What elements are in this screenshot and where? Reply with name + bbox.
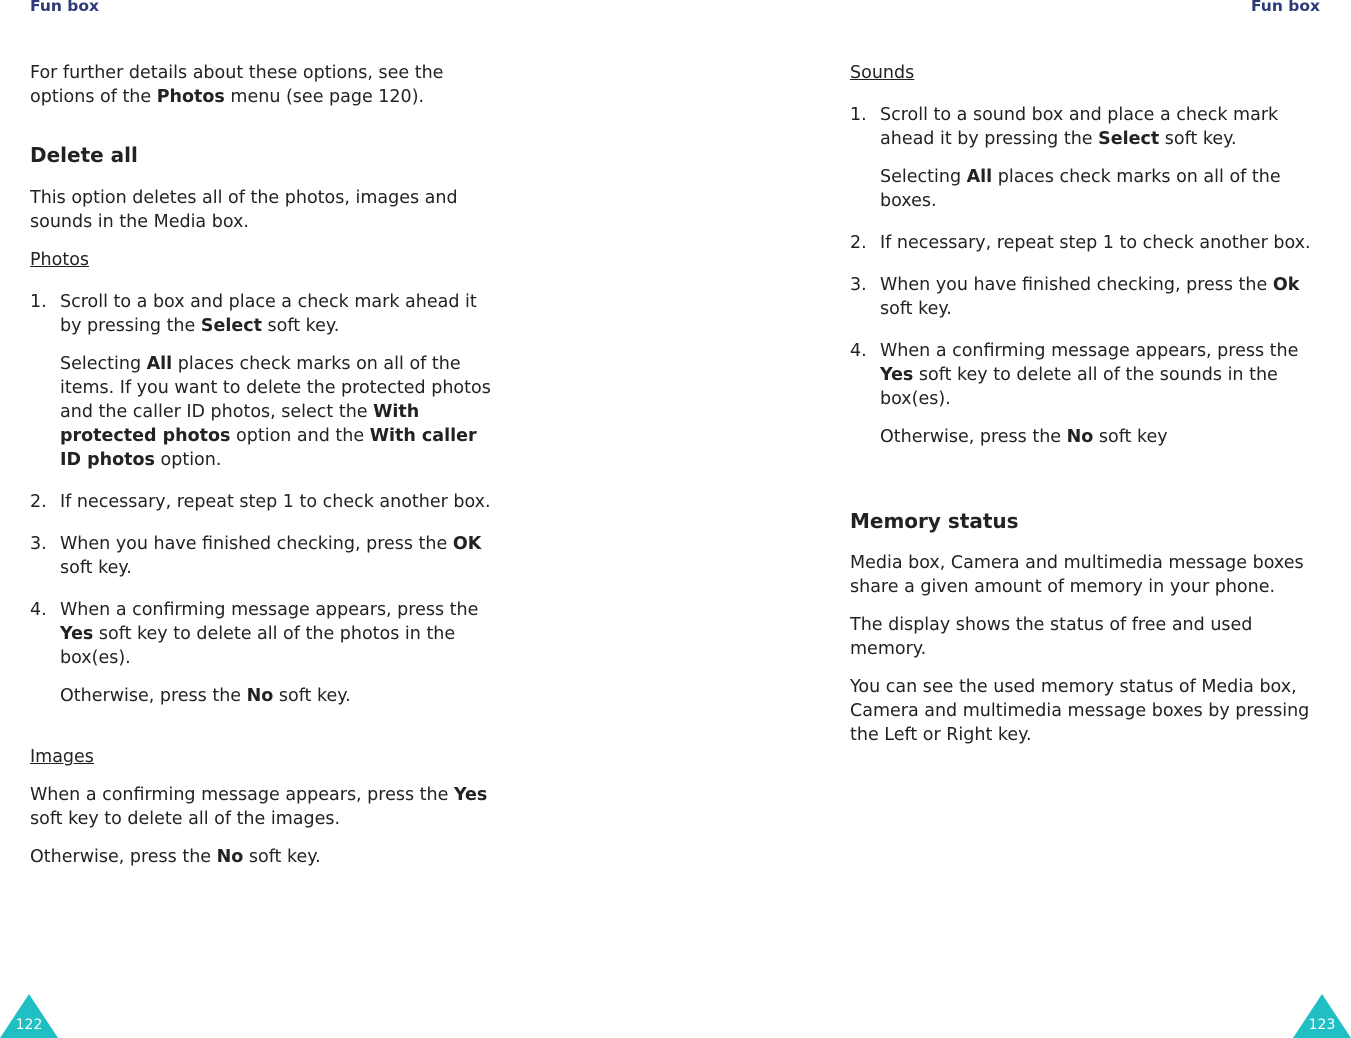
- text-run: soft key.: [880, 299, 952, 319]
- step-text: [880, 165, 1320, 213]
- text-run: When a confirming message appears, press the: [30, 785, 454, 805]
- text-run: places check marks on all of the items. If you want to delete the protected photos and the caller ID photos, select the: [60, 354, 491, 422]
- text-run: Scroll to a box and place a check mark ahead it by pressing the: [60, 292, 477, 336]
- sounds-subheading: Sounds: [850, 63, 915, 83]
- list-item: [850, 165, 1320, 213]
- list-item: [30, 532, 496, 580]
- text-run: Otherwise, press the: [880, 427, 1067, 447]
- photos-steps: [30, 290, 496, 708]
- text-run: When a confirming message appears, press the: [60, 600, 479, 620]
- text-run: soft key to delete all of the sounds in the box(es).: [880, 365, 1278, 409]
- bold-term: Yes: [453, 785, 488, 805]
- images-subheading: Images: [30, 747, 94, 767]
- text-run: soft key to delete all of the images.: [30, 809, 341, 829]
- bold-term: With caller ID photos: [60, 426, 477, 470]
- list-item: [850, 339, 1320, 411]
- bold-term: No: [1066, 427, 1094, 447]
- text-run: Scroll to a sound box and place a check mark ahead it by pressing the: [880, 105, 1279, 149]
- page-number-right: 123: [1308, 1017, 1336, 1033]
- step-text: [60, 532, 496, 580]
- step-number: 1.: [30, 292, 47, 312]
- step-text: [60, 598, 496, 670]
- list-item: [30, 490, 496, 514]
- step-text: [880, 231, 1311, 255]
- step-number: [850, 165, 880, 213]
- bold-term: Select: [1098, 129, 1160, 149]
- list-item: [30, 290, 496, 338]
- list-item: [850, 103, 1320, 151]
- bold-term: OK: [452, 534, 482, 554]
- images-instruction: [30, 783, 500, 831]
- text-run: soft key.: [60, 558, 132, 578]
- intro-paragraph: [30, 61, 470, 109]
- memory-paragraph-1: Media box, Camera and multimedia message boxes share a given amount of memory in your phone.: [850, 553, 1304, 597]
- step-number: 3.: [30, 534, 47, 554]
- list-item: [30, 684, 496, 708]
- step-text: [60, 290, 496, 338]
- bold-term: No: [216, 847, 244, 867]
- step-number: 4.: [30, 600, 47, 620]
- text-run: If necessary, repeat step 1 to check another box.: [880, 233, 1311, 253]
- text-run: soft key: [1093, 427, 1168, 447]
- list-item: [30, 598, 496, 670]
- running-header-right: Fun box: [1250, 0, 1320, 15]
- step-number: [30, 684, 60, 708]
- bold-term: Yes: [880, 365, 914, 385]
- sounds-steps: [850, 103, 1320, 449]
- text-run: When you have finished checking, press the: [880, 275, 1273, 295]
- step-number: [850, 425, 880, 449]
- list-item: [30, 352, 496, 472]
- page-number-badge-right: [1293, 992, 1351, 1038]
- text-run: option and the: [230, 426, 370, 446]
- step-text: [880, 273, 1320, 321]
- memory-status-heading: Memory status: [850, 509, 1019, 533]
- step-number: 4.: [850, 341, 867, 361]
- list-item: [850, 425, 1320, 449]
- text-run: places check marks on all of the boxes.: [880, 167, 1281, 211]
- text-run: Otherwise, press the: [30, 847, 217, 867]
- step-text: [880, 425, 1168, 449]
- text-run: soft key.: [273, 686, 351, 706]
- delete-all-heading: Delete all: [30, 143, 138, 167]
- step-number: 2.: [850, 233, 867, 253]
- bold-term: All: [146, 354, 173, 374]
- bold-term: No: [246, 686, 274, 706]
- text-run: soft key.: [1159, 129, 1237, 149]
- list-item: [850, 273, 1320, 321]
- text-run: soft key.: [243, 847, 321, 867]
- text-run: When a confirming message appears, press the: [880, 341, 1299, 361]
- text-run: Otherwise, press the: [60, 686, 247, 706]
- bold-term: Photos: [156, 87, 225, 107]
- bold-term: With protected photos: [60, 402, 420, 446]
- text-run: menu (see page 120).: [224, 87, 425, 107]
- step-text: [60, 684, 351, 708]
- page-number-left: 122: [15, 1017, 43, 1033]
- photos-subheading: Photos: [30, 250, 90, 270]
- text-run: If necessary, repeat step 1 to check another box.: [60, 492, 491, 512]
- step-text: [60, 352, 496, 472]
- memory-paragraph-2: The display shows the status of free and used memory.: [850, 615, 1253, 659]
- images-otherwise: [30, 845, 321, 869]
- text-run: Selecting: [880, 167, 967, 187]
- step-text: [880, 103, 1320, 151]
- text-run: soft key to delete all of the photos in the box(es).: [60, 624, 456, 668]
- step-text: [880, 339, 1320, 411]
- delete-all-description: This option deletes all of the photos, images and sounds in the Media box.: [30, 188, 458, 232]
- memory-paragraph-3: You can see the used memory status of Media box, Camera and multimedia message boxes by pressing the Left or Right key.: [850, 677, 1310, 745]
- step-number: 2.: [30, 492, 47, 512]
- step-number: 3.: [850, 275, 867, 295]
- text-run: For further details about these options, see the options of the: [30, 63, 444, 107]
- bold-term: Ok: [1272, 275, 1300, 295]
- text-run: When you have finished checking, press the: [60, 534, 453, 554]
- bold-term: Yes: [60, 624, 94, 644]
- text-run: option.: [154, 450, 222, 470]
- list-item: [850, 231, 1320, 255]
- running-header-left: Fun box: [30, 0, 100, 15]
- bold-term: All: [966, 167, 993, 187]
- step-text: [60, 490, 491, 514]
- page-number-badge-left: [0, 992, 58, 1038]
- text-run: Selecting: [60, 354, 147, 374]
- text-run: soft key.: [261, 316, 340, 336]
- bold-term: Select: [200, 316, 262, 336]
- step-number: [30, 352, 60, 472]
- step-number: 1.: [850, 105, 867, 125]
